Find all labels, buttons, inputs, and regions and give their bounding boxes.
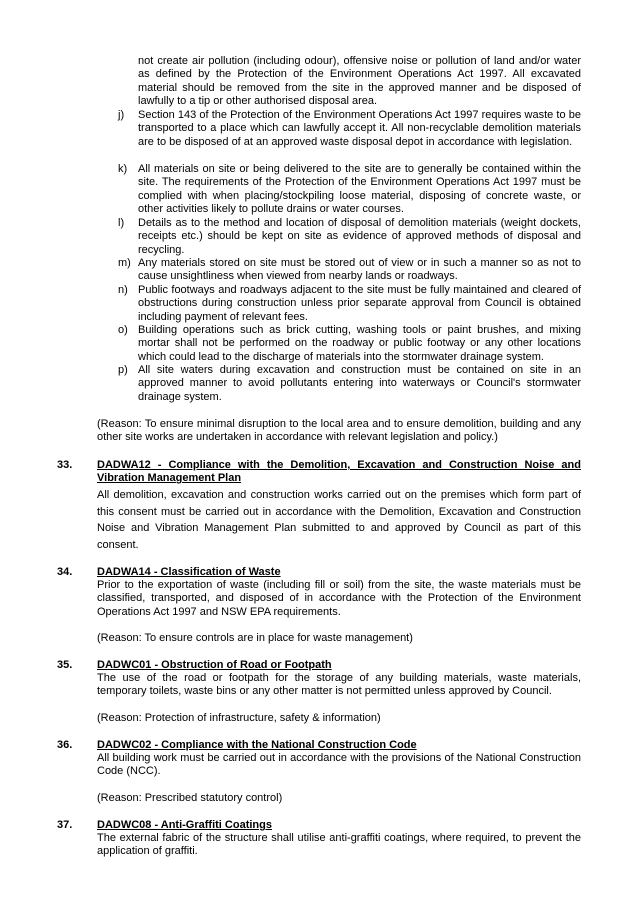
condition-title: DADWA12 - Compliance with the Demolition, Excavation and Construction Noise and Vibration Management Plan [97, 459, 581, 485]
condition-body: The use of the road or footpath for the storage of any building materials, waste materials, temporary toilets, waste bins or any other matter is not permitted unless approved by Council. [97, 672, 581, 698]
condition-heading [97, 659, 581, 672]
condition-heading [97, 819, 581, 832]
reason-text: (Reason: To ensure minimal disruption to the local area and to ensure demolition, building and any other site works are undertaken in accordance with relevant legislation and policy.) [97, 418, 581, 444]
condition-reason: (Reason: Protection of infrastructure, safety & information) [97, 712, 381, 724]
sub-item-m [118, 257, 581, 284]
condition-number: 37. [57, 819, 73, 831]
sub-item-text: All site waters during excavation and construction must be contained on site in an approved manner to avoid pollutants entering into waterways or Council's stormwater drainage system. [138, 364, 581, 403]
sub-item-text: Section 143 of the Protection of the Environment Operations Act 1997 requires waste to be transported to a place which can lawfully accept it. All non-recyclable demolition materials are to be disposed of at an approved waste disposal depot in accordance with legislation. [138, 109, 581, 148]
condition-number: 36. [57, 739, 73, 751]
sub-item-text: Public footways and roadways adjacent to the site must be fully maintained and cleared of obstructions during construction unless prior separate approval from Council is obtained including payment of relevant fees. [138, 284, 581, 323]
condition-title: DADWA14 - Classification of Waste [97, 566, 281, 578]
condition-title: DADWC02 - Compliance with the National Construction Code [97, 739, 417, 751]
sub-item-label: l) [118, 217, 125, 229]
condition-body: The external fabric of the structure shall utilise anti-graffiti coatings, where required, to prevent the application of graffiti. [97, 832, 581, 858]
sub-item-o [118, 324, 581, 364]
sub-item-p [118, 364, 581, 404]
condition-number: 33. [57, 459, 73, 471]
sub-item-text: Details as to the method and location of disposal of demolition materials (weight dockets, receipts etc.) should be kept on site as evidence of approved methods of disposal and recycling. [138, 217, 581, 256]
condition-heading [97, 459, 581, 486]
condition-heading [97, 566, 581, 579]
sub-item-text: Building operations such as brick cutting, washing tools or paint brushes, and mixing mortar shall not be performed on the roadway or public footway or any other locations which could lead to the discharge of materials into the stormwater drainage system. [138, 324, 581, 363]
sub-item-label: o) [118, 324, 128, 336]
sub-item-n [118, 284, 581, 324]
condition-reason: (Reason: To ensure controls are in place for waste management) [97, 632, 413, 644]
condition-body: Prior to the exportation of waste (including fill or soil) from the site, the waste materials must be classified, transported, and disposed of in accordance with the Protection of the Environment Operations Act 1997 and NSW EPA requirements. [97, 579, 581, 618]
condition-heading [97, 739, 581, 752]
condition-body: All building work must be carried out in accordance with the provisions of the National Construction Code (NCC). [97, 752, 581, 778]
condition-number: 35. [57, 659, 73, 671]
sub-item-l [118, 217, 581, 257]
condition-title: DADWC08 - Anti-Graffiti Coatings [97, 819, 272, 831]
sub-item-label: k) [118, 163, 128, 175]
condition-title: DADWC01 - Obstruction of Road or Footpath [97, 659, 332, 671]
sub-item-label: p) [118, 364, 128, 376]
sub-item-text: All materials on site or being delivered to the site are to generally be contained within the site. The requirements of the Protection of the Environment Operations Act 1997 must be complied with when placing/stockpiling loose material, disposing of concrete waste, or other activities likely to pollute drains or water courses. [138, 163, 581, 215]
sub-item-j [118, 109, 581, 149]
condition-body: All demolition, excavation and construction works carried out on the premises which form part of this consent must be carried out in accordance with the Demolition, Excavation and Construction Noise and Vibration Management Plan submitted to and approved by Council as part of this consent. [97, 489, 581, 551]
sub-item-text: Any materials stored on site must be stored out of view or in such a manner so as not to cause unsightliness when viewed from nearby lands or roadways. [138, 257, 581, 283]
sub-item-label: m) [118, 257, 131, 269]
continuation-text: not create air pollution (including odour), offensive noise or pollution of land and/or water as defined by the Protection of the Environment Operations Act 1997. All excavated material should be removed from the site in the approved manner and be disposed of lawfully to a tip or other authorised disposal area. [138, 55, 581, 107]
sub-item-label: j) [118, 109, 125, 121]
sub-item-label: n) [118, 284, 128, 296]
condition-number: 34. [57, 566, 73, 578]
condition-reason: (Reason: Prescribed statutory control) [97, 792, 283, 804]
sub-item-k [118, 163, 581, 216]
